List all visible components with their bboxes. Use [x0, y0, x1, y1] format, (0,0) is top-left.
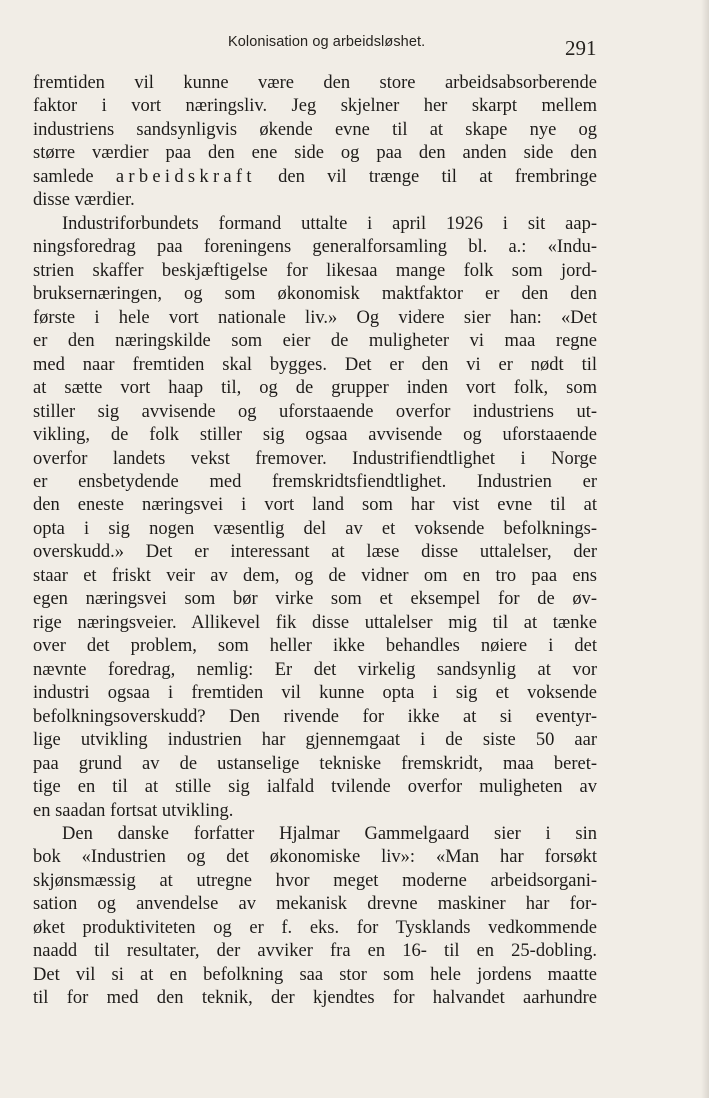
text-line: fremtiden vil kunne være den store arbeidsabsorberende: [33, 73, 597, 93]
text-line: til for med den teknik, der kjendtes for halvandet aarhundre: [33, 988, 597, 1009]
text-line: staar et friskt veir av dem, og de vidner om en tro paa ens: [33, 565, 597, 586]
text-line: egen næringsvei som bør virke som et eksempel for de øv-: [33, 589, 597, 610]
text-segment: den vil trænge til at frembringe: [255, 166, 597, 187]
text-line-emphasis: [33, 166, 597, 189]
text-line: første i hele vort nationale liv.» Og videre sier han: «Det: [33, 307, 597, 328]
text-line: overfor landets vekst fremover. Industrifiendtlighet i Norge: [33, 448, 597, 469]
text-line-paragraph-end: disse værdier.: [33, 190, 135, 211]
running-header-title: Kolonisation og arbeidsløshet.: [228, 34, 426, 50]
text-line: Det vil si at en befolkning saa stor som hele jordens maatte: [33, 964, 597, 985]
text-line: faktor i vort næringsliv. Jeg skjelner her skarpt mellem: [33, 96, 597, 117]
text-line: stiller sig avvisende og uforstaaende overfor industriens ut-: [33, 401, 597, 422]
text-line: sation og anvendelse av mekanisk drevne maskiner har for-: [33, 894, 597, 915]
text-line: bruksernæringen, og som økonomisk maktfaktor er den den: [33, 284, 597, 305]
text-line: naadd til resultater, der avviker fra en 16- til en 25-dobling.: [33, 941, 597, 962]
text-line-paragraph-end: en saadan fortsat utvikling.: [33, 800, 234, 821]
text-line-paragraph-start: Den danske forfatter Hjalmar Gammelgaard sier i sin: [62, 824, 597, 844]
text-line: industriens sandsynligvis økende evne til at skape nye og: [33, 119, 597, 140]
spaced-emphasis-word: arbeidskraft: [115, 166, 256, 187]
text-line: overskudd.» Det er interessant at læse disse uttalelser, der: [33, 542, 597, 563]
text-line: at sætte vort haap til, og de grupper inden vort folk, som: [33, 378, 597, 399]
text-line: over det problem, som heller ikke behandles nøiere i det: [33, 636, 597, 657]
text-line-paragraph-start: Industriforbundets formand uttalte i april 1926 i sit aap-: [62, 213, 597, 234]
text-line: rige næringsveier. Allikevel fik disse uttalelser mig til at tænke: [33, 612, 597, 633]
text-line: opta i sig nogen væsentlig del av et voksende befolknings-: [33, 518, 597, 539]
body-text: [33, 72, 597, 1011]
text-line: industri ogsaa i fremtiden vil kunne opta i sig et voksende: [33, 683, 597, 704]
text-line: er den næringskilde som eier de muligheter vi maa regne: [33, 331, 597, 352]
text-line: vikling, de folk stiller sig ogsaa avvisende og uforstaaende: [33, 425, 597, 446]
text-line: nævnte foredrag, nemlig: Er det virkelig sandsynlig at vor: [33, 659, 597, 680]
text-line: med naar fremtiden skal bygges. Det er den vi er nødt til: [33, 354, 597, 375]
text-line: større værdier paa den ene side og paa den anden side den: [33, 143, 597, 164]
page-edge-shadow: [701, 0, 709, 1098]
text-line: den eneste næringsvei i vort land som har vist evne til at: [33, 495, 597, 516]
text-line: paa grund av de ustanselige tekniske fremskridt, maa beret-: [33, 753, 597, 774]
text-line: øket produktiviteten og er f. eks. for Tysklands vedkommende: [33, 917, 597, 938]
text-line: lige utvikling industrien har gjennemgaat i de siste 50 aar: [33, 730, 597, 751]
text-line: befolkningsoverskudd? Den rivende for ikke at si eventyr-: [33, 706, 597, 727]
text-line: bok «Industrien og det økonomiske liv»: «Man har forsøkt: [33, 847, 597, 868]
text-line: tige en til at stille sig ialfald tvilende overfor muligheten av: [33, 777, 597, 798]
text-line: skjønsmæssig at utregne hvor meget moderne arbeidsorgani-: [33, 870, 597, 891]
text-line: strien skaffer beskjæftigelse for likesaa mange folk som jord-: [33, 260, 597, 281]
text-line: ningsforedrag paa foreningens generalforsamling bl. a.: «Indu-: [33, 237, 597, 258]
text-segment: samlede: [33, 166, 116, 187]
text-line: er ensbetydende med fremskridtsfiendtlighet. Industrien er: [33, 471, 597, 492]
page-number: 291: [565, 36, 597, 60]
